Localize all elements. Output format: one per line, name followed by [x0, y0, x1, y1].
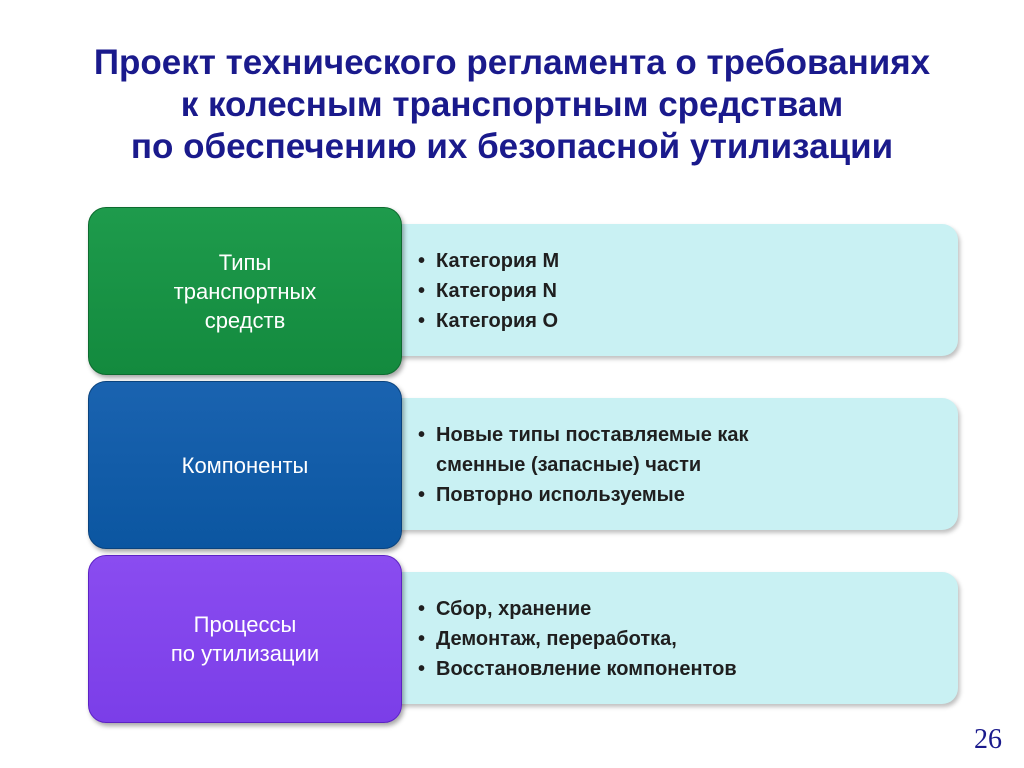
- label-line: Типы: [218, 249, 272, 275]
- row-recycling-processes: [88, 555, 964, 721]
- label-vehicle-types: [88, 207, 402, 375]
- label-line: средств: [204, 307, 286, 333]
- bullet-list: [418, 246, 938, 336]
- list-item: • Категория О: [418, 306, 938, 336]
- list-item: [418, 420, 938, 480]
- list-item-line: сменные (запасные) части: [436, 454, 702, 476]
- row-components: [88, 381, 964, 547]
- label-recycling-processes: [88, 555, 402, 723]
- list-item: • Повторно используемые: [418, 480, 938, 510]
- label-line: по утилизации: [170, 641, 320, 666]
- bullet-list: [418, 594, 938, 684]
- page-number: 26: [974, 724, 1002, 755]
- panel-vehicle-types: [368, 224, 958, 356]
- label-line: Компоненты: [181, 452, 309, 478]
- title-line-3: по обеспечению их безопасной утилизации: [130, 127, 894, 166]
- title-line-1: Проект технического регламента о требованиях: [93, 43, 931, 82]
- row-vehicle-types: [88, 207, 964, 373]
- list-item: • Категория М: [418, 246, 938, 276]
- list-item: • Демонтаж, переработка,: [418, 624, 938, 654]
- label-line: транспортных: [173, 278, 317, 304]
- bullet-list: [418, 420, 938, 510]
- label-components: [88, 381, 402, 549]
- list-item-line: • Новые типы поставляемые как: [436, 424, 749, 446]
- list-item: • Восстановление компонентов: [418, 654, 938, 684]
- list-item: • Сбор, хранение: [418, 594, 938, 624]
- panel-recycling-processes: [368, 572, 958, 704]
- slide-title: [0, 42, 1024, 168]
- panel-components: [368, 398, 958, 530]
- list-item: • Категория N: [418, 276, 938, 306]
- title-line-2: к колесным транспортным средствам: [180, 85, 844, 124]
- label-line: Процессы: [193, 612, 297, 637]
